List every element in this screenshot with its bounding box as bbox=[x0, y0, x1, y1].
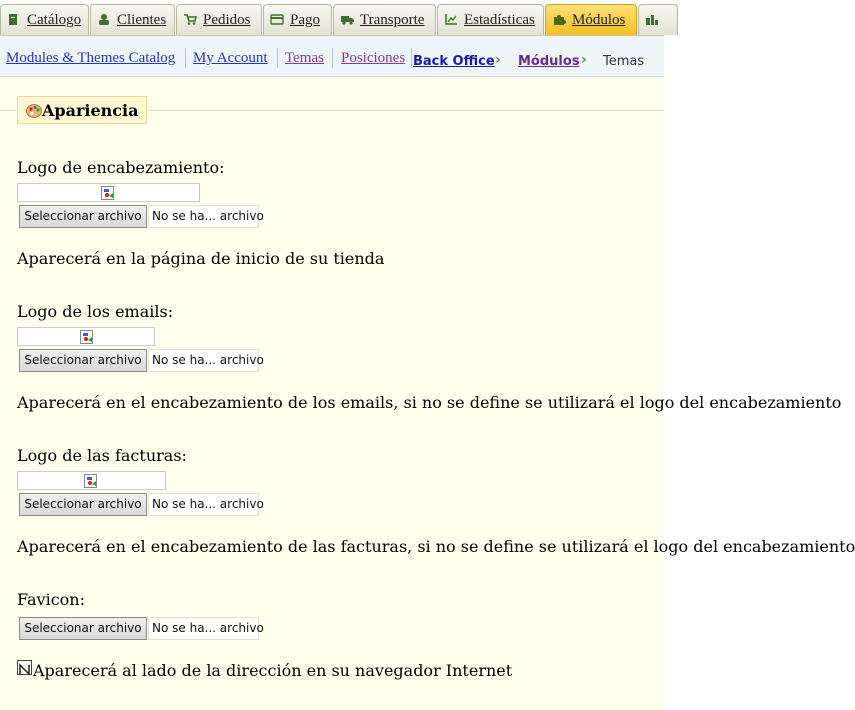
invoice-logo-help: Aparecerá en el encabezamiento de las facturas, si no se define se utilizará el logo del encabezamiento bbox=[17, 537, 855, 556]
link-posiciones[interactable]: Posiciones bbox=[341, 50, 406, 66]
favicon-label: Favicon: bbox=[17, 590, 85, 609]
header-logo-label: Logo de encabezamiento: bbox=[17, 158, 225, 177]
nav-divider bbox=[332, 48, 333, 68]
appearance-panel bbox=[0, 77, 855, 710]
link-modules-themes-catalog[interactable]: Modules & Themes Catalog bbox=[6, 50, 176, 66]
tab-more[interactable] bbox=[638, 4, 678, 35]
invoice-logo-preview bbox=[17, 471, 166, 490]
select-file-button[interactable]: Seleccionar archivo bbox=[19, 349, 147, 372]
nav-divider bbox=[277, 48, 278, 68]
email-logo-help: Aparecerá en el encabezamiento de los emails, si no se define se utilizará el logo del encabezamiento bbox=[17, 393, 842, 412]
broken-image-icon bbox=[101, 186, 115, 200]
chart-icon bbox=[445, 14, 457, 25]
catalog-icon bbox=[8, 14, 20, 25]
file-status: No se ha... archivo bbox=[148, 617, 259, 640]
file-status: No se ha... archivo bbox=[148, 493, 259, 516]
header-logo-preview bbox=[17, 183, 200, 202]
tab-pago[interactable]: Pago bbox=[263, 4, 332, 35]
select-file-button[interactable]: Seleccionar archivo bbox=[19, 493, 147, 516]
tab-catalogo[interactable]: Catálogo bbox=[0, 4, 89, 35]
email-logo-label: Logo de los emails: bbox=[17, 302, 174, 321]
nav-divider bbox=[185, 48, 186, 68]
tab-estadisticas[interactable]: Estadísticas bbox=[437, 4, 544, 35]
cart-icon bbox=[184, 14, 196, 25]
section-title: Apariencia bbox=[17, 96, 147, 124]
tools-icon bbox=[646, 14, 658, 25]
link-temas[interactable]: Temas bbox=[285, 50, 324, 66]
main-tab-bar bbox=[0, 0, 664, 36]
tab-modulos[interactable]: Módulos bbox=[545, 4, 637, 35]
truck-icon bbox=[341, 14, 353, 25]
puzzle-icon bbox=[553, 14, 565, 25]
tab-transporte[interactable]: Transporte bbox=[333, 4, 436, 35]
payment-card-icon bbox=[271, 14, 283, 25]
file-status: No se ha... archivo bbox=[148, 349, 259, 372]
favicon-preview-icon bbox=[17, 660, 32, 675]
favicon-help: Aparecerá al lado de la dirección en su navegador Internet bbox=[33, 661, 513, 680]
link-my-account[interactable]: My Account bbox=[193, 50, 268, 66]
email-logo-preview bbox=[17, 327, 155, 346]
breadcrumb-modulos[interactable]: Módulos bbox=[518, 54, 580, 69]
invoice-logo-label: Logo de las facturas: bbox=[17, 446, 187, 465]
sub-navigation bbox=[0, 36, 664, 77]
breadcrumb-current: Temas bbox=[603, 54, 645, 69]
broken-image-icon bbox=[84, 474, 98, 488]
customers-icon bbox=[98, 14, 110, 25]
chevron-right-icon: › bbox=[581, 52, 587, 68]
file-status: No se ha... archivo bbox=[148, 205, 259, 228]
broken-image-icon bbox=[80, 330, 94, 344]
select-file-button[interactable]: Seleccionar archivo bbox=[19, 617, 147, 640]
tab-clientes[interactable]: Clientes bbox=[90, 4, 175, 35]
breadcrumb-back-office[interactable]: Back Office bbox=[413, 54, 495, 69]
tab-pedidos[interactable]: Pedidos bbox=[176, 4, 262, 35]
palette-icon bbox=[26, 103, 42, 118]
header-logo-help: Aparecerá en la página de inicio de su tienda bbox=[17, 249, 385, 268]
nav-divider bbox=[411, 48, 412, 68]
chevron-right-icon: › bbox=[495, 52, 501, 68]
select-file-button[interactable]: Seleccionar archivo bbox=[19, 205, 147, 228]
